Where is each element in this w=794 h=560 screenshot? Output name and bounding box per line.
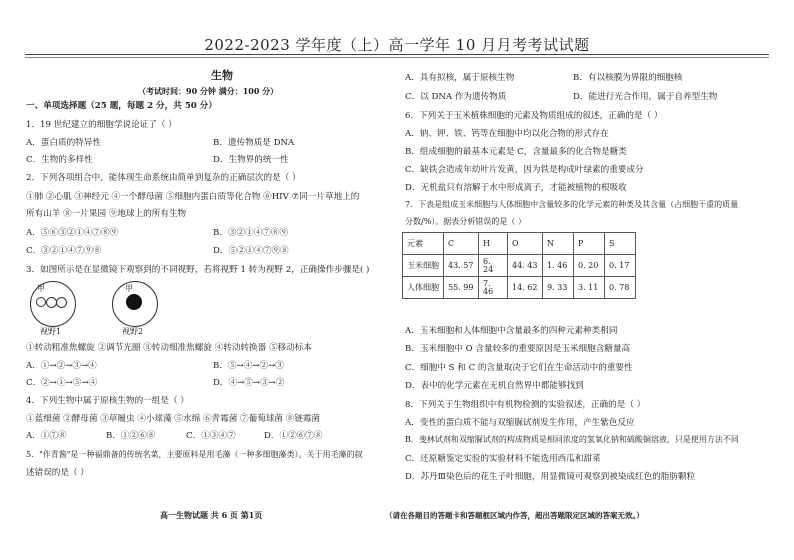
question-7-cont: 分数/%）。据表分析错误的是（ ） [405, 217, 526, 226]
exam-title: 2022-2023 学年度（上）高一学年 10 月月考考试试题 [204, 36, 590, 54]
question-3-steps: ①转动粗准焦螺旋 ②调节光圈 ③转动细准焦螺旋 ④转动转换器 ⑤移动标本 [26, 343, 312, 353]
q4-option-a[interactable]: A．①⑦⑧ [26, 431, 67, 441]
field-2-caption: 视野2 [122, 327, 144, 336]
question-4: 4．下列生物中属于原核生物的一组是（ ） [26, 396, 189, 406]
table-header-cell: S [605, 233, 636, 255]
question-2-items-cont: 所有山羊 ⑧一片果园 ⑨地球上的所有生物 [26, 209, 187, 219]
q8-option-d[interactable]: D．苏丹Ⅲ染色后的花生子叶细胞，用显微镜可观察到被染成红色的脂肪颗粒 [405, 472, 696, 482]
header-rule-thin [25, 57, 769, 58]
q4-option-d[interactable]: D．①②⑥⑦⑧ [264, 431, 323, 441]
question-2-items: ①肺 ②心肌 ③神经元 ④一个酵母菌 ⑤细胞内蛋白质等化合物 ⑥HIV ⑦同一片草地上的 [26, 192, 360, 202]
table-cell: 3. 11 [574, 277, 605, 299]
q4-option-b[interactable]: B．①②⑥⑧ [106, 431, 156, 441]
section-heading: 一、单项选择题（25 题，每题 2 分，共 50 分） [26, 101, 217, 111]
question-1: 1．19 世纪建立的细胞学说论证了（ ） [26, 120, 177, 130]
question-5: 5．"作青酱"是一种福鼎备的传统名菜，主要原料是用毛藻（一种多细胞藻类）。关于用毛藻的叙 [26, 450, 363, 459]
table-header-cell: N [543, 233, 574, 255]
q1-option-a[interactable]: A．蛋白质的特异性 [26, 138, 101, 148]
question-3: 3．如图所示是在显微镜下观察到的不同视野，若将视野 1 转为视野 2，正确操作步骤是( ) [26, 265, 370, 275]
q1-option-c[interactable]: C．生物的多样性 [26, 155, 93, 165]
table-cell: 43. 57 [444, 255, 479, 277]
table-cell: 玉米细胞 [403, 255, 444, 277]
question-4-items: ①蓝细菌 ②酵母菌 ③草履虫 ④小球藻 ⑤水绵 ⑥青霉菌 ⑦葡萄球菌 ⑧链霉菌 [26, 414, 321, 424]
table-cell: 0. 78 [605, 277, 636, 299]
q3-option-b[interactable]: B．⑤→④→②→③ [213, 361, 284, 371]
question-5-cont: 述错误的是（ ） [26, 468, 89, 478]
footer-notice: （请在各题目的答题卡和答题框区域内作答，超出答题限定区域的答案无效。） [385, 511, 644, 520]
table-cell: 14. 62 [508, 277, 543, 299]
q7-option-a[interactable]: A．玉米细胞和人体细胞中含量最多的四种元素种类相同 [405, 326, 618, 336]
q2-option-b[interactable]: B．③②①④⑦⑧⑨ [213, 228, 289, 238]
field-2-label: 甲 [125, 284, 133, 293]
q2-option-a[interactable]: A．⑤⑥③②①④⑦⑧⑨ [26, 228, 119, 238]
q2-option-d[interactable]: D．⑤②①④⑦⑨⑧ [213, 246, 289, 256]
q1-option-d[interactable]: D．生物界的统一性 [213, 155, 289, 165]
table-header-cell: O [508, 233, 543, 255]
q6-option-c[interactable]: C．缺铁会造成年幼叶片发黄，因为铁是构成叶绿素的重要成分 [405, 165, 644, 175]
q5-option-b[interactable]: B．有以核膜为界限的细胞核 [573, 73, 683, 83]
element-content-table [402, 232, 636, 299]
cell-a-icon [36, 297, 46, 307]
field-1-caption: 视野1 [40, 327, 62, 336]
footer-page-info: 高一生物试题 共 6 页 第1页 [160, 510, 263, 520]
question-2: 2．下列各项组合中，能体现生命系统由简单到复杂的正确层次的是（ ） [26, 173, 301, 183]
subject-title: 生物 [211, 69, 233, 82]
table-header-row [403, 233, 636, 255]
table-cell: 0. 17 [605, 255, 636, 277]
q4-option-c[interactable]: C．①③④⑦ [186, 431, 236, 441]
q8-option-a[interactable]: A．变性的蛋白质不能与双缩脲试剂发生作用，产生紫色反应 [405, 418, 635, 428]
q7-option-c[interactable]: C．细胞中 S 和 C 的含量取决于它们在生命活动中的重要性 [405, 363, 633, 373]
q3-option-a[interactable]: A．①→②→③→④ [26, 361, 97, 371]
q1-option-b[interactable]: B．遗传物质是 DNA [213, 138, 295, 148]
table-header-cell: P [574, 233, 605, 255]
magnified-cell-icon [126, 294, 142, 310]
table-row [403, 277, 636, 299]
q6-option-b[interactable]: B．组成细胞的最基本元素是 C，含量最多的化合物是糖类 [405, 147, 627, 157]
table-cell: 7. 46 [479, 277, 508, 299]
table-row [403, 255, 636, 277]
q3-option-c[interactable]: C．②→①→⑤→④ [26, 378, 98, 388]
q5-option-c[interactable]: C．以 DNA 作为遗传物质 [405, 92, 507, 102]
question-8: 8．下列关于生物组织中有机物检测的实验叙述，正确的是（ ） [405, 400, 646, 410]
field-1-label: 甲 [37, 284, 45, 293]
q7-option-d[interactable]: D．表中的化学元素在无机自然界中都能够找到 [405, 381, 584, 391]
table-cell: 0. 20 [574, 255, 605, 277]
q8-option-b[interactable]: B．斐林试剂和双缩脲试剂的构成物质是相同浓度的氢氧化钠和硫酸铜溶液，只是使用方法不同 [405, 435, 739, 444]
table-header-cell: C [444, 233, 479, 255]
table-cell: 55. 99 [444, 277, 479, 299]
q2-option-c[interactable]: C．③②①④⑦⑨⑧ [26, 246, 102, 256]
cell-c-icon [56, 297, 67, 308]
q6-option-d[interactable]: D．无机盐只有溶解于水中形成离子，才能被植物的根吸收 [405, 183, 627, 193]
table-cell: 44. 43 [508, 255, 543, 277]
table-cell: 9. 33 [543, 277, 574, 299]
q6-option-a[interactable]: A．钠、钾、铁、钙等在细胞中均以化合物的形式存在 [405, 129, 609, 139]
q5-option-d[interactable]: D．能进行光合作用，属于自养型生物 [573, 92, 718, 102]
table-cell: 人体细胞 [403, 277, 444, 299]
question-6: 6．下列关于玉米植株细胞的元素及物质组成的叙述，正确的是（ ） [405, 111, 663, 121]
table-cell: 1. 46 [543, 255, 574, 277]
q7-option-b[interactable]: B．玉米细胞中 O 含量较多的重要原因是玉米细胞含糖量高 [405, 344, 631, 354]
header-rule [25, 54, 769, 55]
table-cell: 6. 24 [479, 255, 508, 277]
q5-option-a[interactable]: A．具有拟核，属于原核生物 [405, 73, 515, 83]
table-header-cell: 元素 [403, 233, 444, 255]
table-header-cell: H [479, 233, 508, 255]
question-7: 7．下表是组成玉米细胞与人体细胞中含量较多的化学元素的种类及其含量（占细胞干重的质量 [405, 200, 739, 209]
q3-option-d[interactable]: D．④→⑤→③→② [213, 378, 285, 388]
q8-option-c[interactable]: C．还原糖鉴定实验的实验材料不能选用西瓜和甜菜 [405, 454, 601, 464]
exam-info: （考试时间：90 分钟 满分：100 分） [138, 86, 279, 96]
